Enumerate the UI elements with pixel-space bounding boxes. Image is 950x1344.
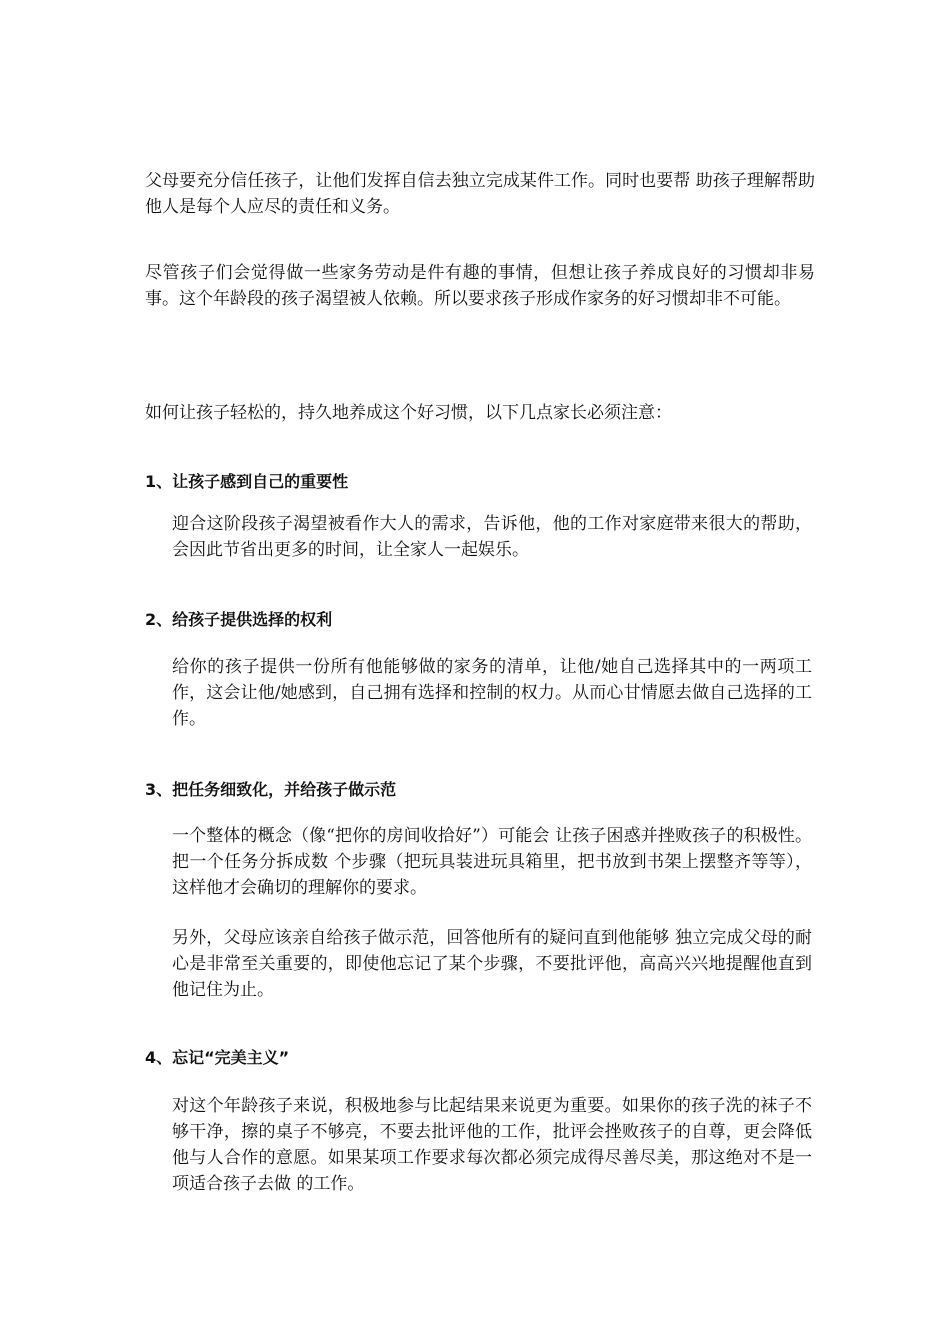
intro-paragraph-2 xyxy=(145,260,815,312)
paragraph-text: 给你的孩子提供一份所有他能够做的家务的清单，让他/她自己选择其中的一两项工作，这会让他/她感到，自己拥有选择和控制的权力。从而心甘情愿去做自己选择的工作。 xyxy=(172,657,812,729)
paragraph-text: 迎合这阶段孩子渴望被看作大人的需求，告诉他，他的工作对家庭带来很大的帮助，会因此节省出更多的时间，让全家人一起娱乐。 xyxy=(172,514,812,560)
intro-paragraph-3 xyxy=(145,400,815,426)
paragraph-text: 对这个年龄孩子来说，积极地参与比起结果来说更为重要。如果你的孩子洗的袜子不够干净，擦的桌子不够亮，不要去批评他的工作，批评会挫败孩子的自尊，更会降低他与人合作的意愿。如果某项工作要求每次都必须完成得尽善尽美，那这绝对不是一项适合孩子去做 的工作。 xyxy=(172,1096,812,1194)
section-heading-3 xyxy=(145,778,815,802)
section-heading: 3、把任务细致化，并给孩子做示范 xyxy=(145,780,397,799)
section-4-paragraph xyxy=(172,1093,812,1197)
paragraph-text: 一个整体的概念（像“把你的房间收拾好”）可能会 让孩子困惑并挫败孩子的积极性。把一个任务分拆成数 个步骤（把玩具装进玩具箱里，把书放到书架上摆整齐等等），这样他才会确切的理解你的要求。 xyxy=(172,826,812,898)
section-heading-4 xyxy=(145,1046,815,1070)
section-heading: 1、让孩子感到自己的重要性 xyxy=(145,472,349,491)
section-3-paragraph-2 xyxy=(172,925,812,1003)
section-heading: 4、忘记“完美主义” xyxy=(145,1048,290,1067)
intro-paragraph-1 xyxy=(145,168,815,220)
paragraph-text: 如何让孩子轻松的，持久地养成这个好习惯，以下几点家长必须注意： xyxy=(145,403,672,423)
paragraph-text: 父母要充分信任孩子，让他们发挥自信去独立完成某件工作。同时也要帮 助孩子理解帮助他人是每个人应尽的责任和义务。 xyxy=(145,171,815,217)
section-3-paragraph-1 xyxy=(172,823,812,901)
section-heading: 2、给孩子提供选择的权利 xyxy=(145,610,333,629)
section-2-paragraph xyxy=(172,654,812,732)
section-heading-1 xyxy=(145,470,815,494)
section-1-paragraph xyxy=(172,511,812,563)
paragraph-text: 另外，父母应该亲自给孩子做示范，回答他所有的疑问直到他能够 独立完成父母的耐心是非常至关重要的，即使他忘记了某个步骤，不要批评他，高高兴兴地提醒他直到他记住为止。 xyxy=(172,928,812,1000)
paragraph-text: 尽管孩子们会觉得做一些家务劳动是件有趣的事情，但想让孩子养成良好的习惯却非易事。这个年龄段的孩子渴望被人依赖。所以要求孩子形成作家务的好习惯却非不可能。 xyxy=(145,263,815,309)
section-heading-2 xyxy=(145,608,815,632)
